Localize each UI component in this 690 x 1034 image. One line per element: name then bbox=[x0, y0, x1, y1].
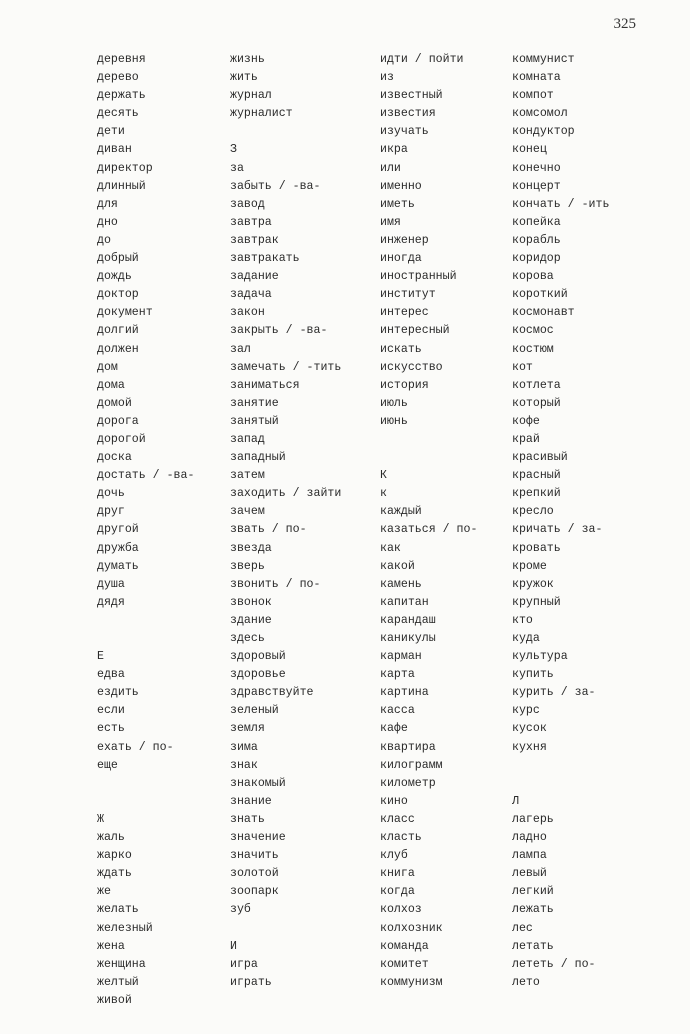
word-entry: завтра bbox=[230, 215, 272, 229]
word-entry: комитет bbox=[380, 957, 429, 971]
word-entry: играть bbox=[230, 975, 272, 989]
word-entry: должен bbox=[97, 342, 139, 356]
word-entry: котлета bbox=[512, 378, 561, 392]
word-entry: лето bbox=[512, 975, 540, 989]
word-entry: дочь bbox=[97, 487, 125, 501]
word-entry: комсомол bbox=[512, 107, 568, 121]
word-entry: идти / пойти bbox=[380, 53, 464, 66]
word-entry: доктор bbox=[97, 288, 139, 302]
word-entry: живой bbox=[97, 993, 132, 1007]
word-entry: же bbox=[97, 885, 111, 899]
word-entry: жарко bbox=[97, 849, 132, 863]
word-entry: кто bbox=[512, 613, 533, 627]
word-entry: институт bbox=[380, 288, 436, 302]
word-entry: ездить bbox=[97, 686, 139, 700]
word-entry: культура bbox=[512, 650, 568, 664]
word-entry: десять bbox=[97, 107, 139, 121]
word-entry: кухня bbox=[512, 740, 547, 754]
word-entry: зачем bbox=[230, 505, 265, 519]
word-entry: коммунизм bbox=[380, 975, 443, 989]
word-entry: класс bbox=[380, 812, 415, 826]
word-entry: короткий bbox=[512, 288, 568, 302]
word-entry: думать bbox=[97, 559, 139, 573]
word-entry: желать bbox=[97, 903, 139, 917]
word-entry: касса bbox=[380, 704, 415, 718]
word-entry: есть bbox=[97, 722, 125, 736]
word-entry: другой bbox=[97, 523, 139, 537]
word-entry: картина bbox=[380, 686, 429, 700]
word-entry: известный bbox=[380, 89, 443, 103]
word-entry: левый bbox=[512, 867, 547, 881]
word-entry: иностранный bbox=[380, 270, 457, 284]
word-entry: команда bbox=[380, 939, 429, 953]
word-entry: когда bbox=[380, 885, 415, 899]
word-entry: лететь / по- bbox=[512, 957, 596, 971]
word-entry: жаль bbox=[97, 831, 125, 845]
word-entry: красный bbox=[512, 469, 561, 483]
word-entry: дорога bbox=[97, 414, 139, 428]
word-entry: комната bbox=[512, 71, 561, 85]
word-entry: зверь bbox=[230, 559, 265, 573]
word-entry: ладно bbox=[512, 831, 547, 845]
word-entry: корабль bbox=[512, 233, 561, 247]
word-entry: край bbox=[512, 432, 540, 446]
word-entry: который bbox=[512, 396, 561, 410]
word-entry: добрый bbox=[97, 252, 139, 266]
word-entry: казаться / по- bbox=[380, 523, 478, 537]
blank-line bbox=[230, 123, 370, 141]
word-entry: знать bbox=[230, 812, 265, 826]
word-entry: земля bbox=[230, 722, 265, 736]
word-entry: иногда bbox=[380, 252, 422, 266]
word-entry: кружок bbox=[512, 577, 554, 591]
word-entry: космонавт bbox=[512, 306, 575, 320]
blank-line bbox=[380, 431, 520, 449]
word-entry: друг bbox=[97, 505, 125, 519]
section-letter: К bbox=[380, 469, 387, 483]
word-entry: каждый bbox=[380, 505, 422, 519]
section-letter: Ж bbox=[97, 812, 104, 826]
word-entry: дети bbox=[97, 125, 125, 139]
word-entry: дядя bbox=[97, 595, 125, 609]
word-entry: значить bbox=[230, 849, 279, 863]
word-entry: книга bbox=[380, 867, 415, 881]
word-entry: искать bbox=[380, 342, 422, 356]
word-entry: история bbox=[380, 378, 429, 392]
word-entry: игра bbox=[230, 957, 258, 971]
word-entry: забыть / -ва- bbox=[230, 179, 321, 193]
word-entry: золотой bbox=[230, 867, 279, 881]
word-entry: знакомый bbox=[230, 776, 286, 790]
word-entry: иметь bbox=[380, 197, 415, 211]
word-entry: капитан bbox=[380, 595, 429, 609]
word-entry: замечать / -тить bbox=[230, 360, 342, 374]
word-entry: купить bbox=[512, 668, 554, 682]
word-entry: для bbox=[97, 197, 118, 211]
word-entry: желтый bbox=[97, 975, 139, 989]
word-entry: летать bbox=[512, 939, 554, 953]
word-entry: диван bbox=[97, 143, 132, 157]
word-entry: дома bbox=[97, 378, 125, 392]
section-letter: И bbox=[230, 939, 237, 953]
word-entry: класть bbox=[380, 831, 422, 845]
blank-line bbox=[97, 630, 237, 648]
word-entry: душа bbox=[97, 577, 125, 591]
word-entry: жена bbox=[97, 939, 125, 953]
word-entry: кусок bbox=[512, 722, 547, 736]
word-entry: известия bbox=[380, 107, 436, 121]
word-entry: здоровый bbox=[230, 650, 286, 664]
word-entry: ехать / по- bbox=[97, 740, 174, 754]
word-entry: завтрак bbox=[230, 233, 279, 247]
word-entry: документ bbox=[97, 306, 153, 320]
word-entry: костюм bbox=[512, 342, 554, 356]
word-entry: кафе bbox=[380, 722, 408, 736]
word-entry: курс bbox=[512, 704, 540, 718]
word-entry: запад bbox=[230, 432, 265, 446]
word-entry: кончать / -ить bbox=[512, 197, 610, 211]
word-entry: какой bbox=[380, 559, 415, 573]
word-entry: едва bbox=[97, 668, 125, 682]
word-entry: железный bbox=[97, 921, 153, 935]
word-entry: июнь bbox=[380, 414, 408, 428]
word-entry: компот bbox=[512, 89, 554, 103]
word-entry: килограмм bbox=[380, 758, 443, 772]
word-entry: кресло bbox=[512, 505, 554, 519]
blank-line bbox=[512, 757, 652, 775]
word-entry: клуб bbox=[380, 849, 408, 863]
word-column-4 bbox=[512, 51, 652, 992]
word-entry: журнал bbox=[230, 89, 272, 103]
word-entry: долгий bbox=[97, 324, 139, 338]
word-entry: директор bbox=[97, 161, 153, 175]
word-entry: куда bbox=[512, 632, 540, 645]
word-entry: заниматься bbox=[230, 378, 300, 392]
word-entry: зима bbox=[230, 740, 258, 754]
word-entry: интересный bbox=[380, 324, 450, 338]
word-entry: кот bbox=[512, 360, 533, 374]
word-entry: июль bbox=[380, 396, 408, 410]
word-entry: карандаш bbox=[380, 613, 436, 627]
word-entry: именно bbox=[380, 179, 422, 193]
word-entry: дерево bbox=[97, 71, 139, 85]
word-entry: зуб bbox=[230, 903, 251, 917]
word-entry: ждать bbox=[97, 867, 132, 881]
word-entry: километр bbox=[380, 776, 436, 790]
word-entry: закрыть / -ва- bbox=[230, 324, 328, 338]
word-entry: карта bbox=[380, 668, 415, 682]
word-entry: как bbox=[380, 541, 401, 555]
word-column-2 bbox=[230, 51, 370, 992]
word-entry: зоопарк bbox=[230, 885, 279, 899]
word-entry: кондуктор bbox=[512, 125, 575, 139]
page-number: 325 bbox=[613, 16, 636, 32]
word-entry: западный bbox=[230, 451, 286, 465]
word-entry: знак bbox=[230, 758, 258, 772]
word-entry: дом bbox=[97, 360, 118, 374]
word-entry: звезда bbox=[230, 541, 272, 555]
word-column-3 bbox=[380, 51, 520, 992]
word-entry: икра bbox=[380, 143, 408, 157]
section-letter: З bbox=[230, 143, 237, 157]
word-entry: конечно bbox=[512, 161, 561, 175]
word-entry: доска bbox=[97, 451, 132, 465]
word-entry: завтракать bbox=[230, 252, 300, 266]
word-entry: камень bbox=[380, 577, 422, 591]
word-entry: лагерь bbox=[512, 812, 554, 826]
word-entry: каникулы bbox=[380, 632, 436, 645]
word-entry: крупный bbox=[512, 595, 561, 609]
word-entry: домой bbox=[97, 396, 132, 410]
word-entry: звонить / по- bbox=[230, 577, 321, 591]
word-entry: или bbox=[380, 161, 401, 175]
word-entry: изучать bbox=[380, 125, 429, 139]
blank-line bbox=[97, 612, 237, 630]
word-entry: имя bbox=[380, 215, 401, 229]
word-entry: держать bbox=[97, 89, 146, 103]
blank-line bbox=[512, 775, 652, 793]
word-entry: интерес bbox=[380, 306, 429, 320]
word-entry: колхозник bbox=[380, 921, 443, 935]
word-entry: кровать bbox=[512, 541, 561, 555]
word-entry: конец bbox=[512, 143, 547, 157]
blank-line bbox=[380, 449, 520, 467]
word-entry: звать / по- bbox=[230, 523, 307, 537]
word-entry: если bbox=[97, 704, 125, 718]
section-letter: к bbox=[380, 487, 387, 501]
word-entry: здание bbox=[230, 613, 272, 627]
blank-line bbox=[97, 775, 237, 793]
word-entry: кофе bbox=[512, 414, 540, 428]
word-entry: журналист bbox=[230, 107, 293, 121]
word-entry: звонок bbox=[230, 595, 272, 609]
blank-line bbox=[230, 920, 370, 938]
word-entry: курить / за- bbox=[512, 686, 596, 700]
word-entry: задание bbox=[230, 270, 279, 284]
word-entry: лес bbox=[512, 921, 533, 935]
word-entry: здоровье bbox=[230, 668, 286, 682]
word-entry: затем bbox=[230, 469, 265, 483]
word-entry: лежать bbox=[512, 903, 554, 917]
word-column-1 bbox=[97, 51, 237, 1010]
word-entry: квартира bbox=[380, 740, 436, 754]
word-entry: занятый bbox=[230, 414, 279, 428]
word-entry: дождь bbox=[97, 270, 132, 284]
word-entry: здесь bbox=[230, 632, 265, 645]
word-entry: длинный bbox=[97, 179, 146, 193]
word-entry: завод bbox=[230, 197, 265, 211]
word-entry: кино bbox=[380, 794, 408, 808]
word-entry: деревня bbox=[97, 53, 146, 66]
word-entry: легкий bbox=[512, 885, 554, 899]
word-entry: крепкий bbox=[512, 487, 561, 501]
word-entry: еще bbox=[97, 758, 118, 772]
word-entry: кроме bbox=[512, 559, 547, 573]
word-entry: лампа bbox=[512, 849, 547, 863]
word-entry: дно bbox=[97, 215, 118, 229]
word-entry: жизнь bbox=[230, 53, 265, 66]
word-entry: женщина bbox=[97, 957, 146, 971]
word-entry: корова bbox=[512, 270, 554, 284]
word-entry: занятие bbox=[230, 396, 279, 410]
blank-line bbox=[97, 793, 237, 811]
word-entry: карман bbox=[380, 650, 422, 664]
word-entry: здравствуйте bbox=[230, 686, 314, 700]
word-entry: коммунист bbox=[512, 53, 575, 66]
word-entry: красивый bbox=[512, 451, 568, 465]
word-entry: до bbox=[97, 233, 111, 247]
word-entry: инженер bbox=[380, 233, 429, 247]
word-entry: за bbox=[230, 161, 244, 175]
word-entry: концерт bbox=[512, 179, 561, 193]
word-entry: значение bbox=[230, 831, 286, 845]
word-entry: копейка bbox=[512, 215, 561, 229]
word-entry: достать / -ва- bbox=[97, 469, 195, 483]
section-letter: Л bbox=[512, 794, 519, 808]
word-entry: знание bbox=[230, 794, 272, 808]
word-entry: дорогой bbox=[97, 432, 146, 446]
word-entry: зеленый bbox=[230, 704, 279, 718]
section-letter: Е bbox=[97, 650, 104, 664]
word-entry: искусство bbox=[380, 360, 443, 374]
word-entry: кричать / за- bbox=[512, 523, 603, 537]
word-entry: задача bbox=[230, 288, 272, 302]
word-entry: зал bbox=[230, 342, 251, 356]
word-entry: заходить / зайти bbox=[230, 487, 342, 501]
word-entry: дружба bbox=[97, 541, 139, 555]
word-entry: космос bbox=[512, 324, 554, 338]
word-entry: колхоз bbox=[380, 903, 422, 917]
word-entry: из bbox=[380, 71, 394, 85]
word-entry: закон bbox=[230, 306, 265, 320]
word-entry: коридор bbox=[512, 252, 561, 266]
word-entry: жить bbox=[230, 71, 258, 85]
